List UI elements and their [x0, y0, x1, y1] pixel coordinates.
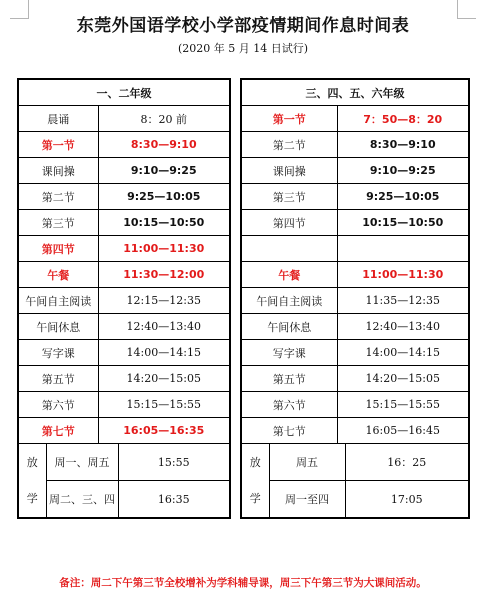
dismissal-days: 周一、周五 [46, 444, 118, 481]
period-time: 11:35—12:35 [337, 288, 469, 314]
period-label: 午餐 [18, 262, 98, 288]
period-time: 15:15—15:55 [337, 392, 469, 418]
schedule-row [241, 210, 469, 236]
period-time: 8：20 前 [98, 106, 230, 132]
schedule-row [18, 418, 230, 444]
period-label: 第三节 [241, 184, 337, 210]
period-time: 14:20—15:05 [98, 366, 230, 392]
period-label: 第一节 [18, 132, 98, 158]
period-label: 午间自主阅读 [241, 288, 337, 314]
remark-note: 备注：周二下午第三节全校增补为学科辅导课，周三下午第三节为大课间活动。 [59, 577, 427, 589]
period-time: 7：50—8：20 [337, 106, 469, 132]
period-time: 11:00—11:30 [98, 236, 230, 262]
schedule-row [241, 366, 469, 392]
period-label: 午间休息 [18, 314, 98, 340]
period-time: 9:10—9:25 [98, 158, 230, 184]
period-label: 午间休息 [241, 314, 337, 340]
schedule-row [241, 132, 469, 158]
schedule-row [241, 314, 469, 340]
period-label: 写字课 [18, 340, 98, 366]
period-time: 12:40—13:40 [337, 314, 469, 340]
dismissal-time: 16:35 [118, 481, 230, 519]
dismissal-row [18, 481, 230, 519]
dismissal-label-char: 学 [26, 491, 38, 505]
schedule-row [18, 392, 230, 418]
period-time: 10:15—10:50 [98, 210, 230, 236]
period-label: 午餐 [241, 262, 337, 288]
schedule-table-grades-3-6 [240, 78, 470, 519]
dismissal-row [241, 444, 469, 481]
period-label: 第三节 [18, 210, 98, 236]
schedule-row [18, 288, 230, 314]
schedule-row [241, 392, 469, 418]
schedule-row [18, 262, 230, 288]
dismissal-days: 周二、三、四 [46, 481, 118, 519]
period-time: 15:15—15:55 [98, 392, 230, 418]
schedule-row [18, 340, 230, 366]
period-label: 课间操 [241, 158, 337, 184]
schedule-row [18, 236, 230, 262]
dismissal-row [241, 481, 469, 519]
dismissal-label [18, 444, 46, 519]
period-time: 9:25—10:05 [98, 184, 230, 210]
schedule-row [241, 262, 469, 288]
period-time: 14:00—14:15 [98, 340, 230, 366]
period-time: 16:05—16:45 [337, 418, 469, 444]
schedule-table-grades-1-2 [17, 78, 231, 519]
schedule-row [18, 366, 230, 392]
dismissal-days: 周五 [269, 444, 345, 481]
schedule-row [241, 158, 469, 184]
period-label: 第四节 [241, 210, 337, 236]
period-time: 8:30—9:10 [337, 132, 469, 158]
dismissal-days: 周一至四 [269, 481, 345, 519]
dismissal-time: 15:55 [118, 444, 230, 481]
schedule-row [241, 184, 469, 210]
period-label: 第二节 [241, 132, 337, 158]
schedule-row [241, 288, 469, 314]
schedule-row [241, 106, 469, 132]
period-label: 第二节 [18, 184, 98, 210]
schedule-row [18, 158, 230, 184]
schedule-row [18, 106, 230, 132]
period-time: 12:15—12:35 [98, 288, 230, 314]
dismissal-label-char: 放 [249, 455, 261, 469]
table-header: 三、四、五、六年级 [241, 79, 469, 106]
period-label: 晨诵 [18, 106, 98, 132]
period-label: 课间操 [18, 158, 98, 184]
schedule-row [18, 132, 230, 158]
period-label: 第一节 [241, 106, 337, 132]
period-time: 14:20—15:05 [337, 366, 469, 392]
schedule-row [241, 236, 469, 262]
period-time [337, 236, 469, 262]
period-time: 11:30—12:00 [98, 262, 230, 288]
dismissal-label [241, 444, 269, 519]
period-time: 12:40—13:40 [98, 314, 230, 340]
period-time: 11:00—11:30 [337, 262, 469, 288]
period-label [241, 236, 337, 262]
document-title: 东莞外国语学校小学部疫情期间作息时间表 [76, 16, 410, 36]
table-header: 一、二年级 [18, 79, 230, 106]
period-time: 9:10—9:25 [337, 158, 469, 184]
period-time: 16:05—16:35 [98, 418, 230, 444]
period-label: 第七节 [241, 418, 337, 444]
period-time: 8:30—9:10 [98, 132, 230, 158]
period-label: 第六节 [241, 392, 337, 418]
period-time: 9:25—10:05 [337, 184, 469, 210]
dismissal-time: 16：25 [345, 444, 469, 481]
dismissal-label-char: 学 [249, 491, 261, 505]
document-subtitle: (2020 年 5 月 14 日试行) [177, 42, 309, 55]
schedule-row [18, 314, 230, 340]
period-label: 第七节 [18, 418, 98, 444]
dismissal-time: 17:05 [345, 481, 469, 519]
period-label: 午间自主阅读 [18, 288, 98, 314]
period-time: 10:15—10:50 [337, 210, 469, 236]
period-label: 第六节 [18, 392, 98, 418]
period-label: 第五节 [241, 366, 337, 392]
period-label: 第四节 [18, 236, 98, 262]
dismissal-row [18, 444, 230, 481]
schedule-row [241, 418, 469, 444]
period-time: 14:00—14:15 [337, 340, 469, 366]
schedule-row [18, 210, 230, 236]
period-label: 第五节 [18, 366, 98, 392]
dismissal-label-char: 放 [26, 455, 38, 469]
period-label: 写字课 [241, 340, 337, 366]
schedule-row [18, 184, 230, 210]
schedule-row [241, 340, 469, 366]
